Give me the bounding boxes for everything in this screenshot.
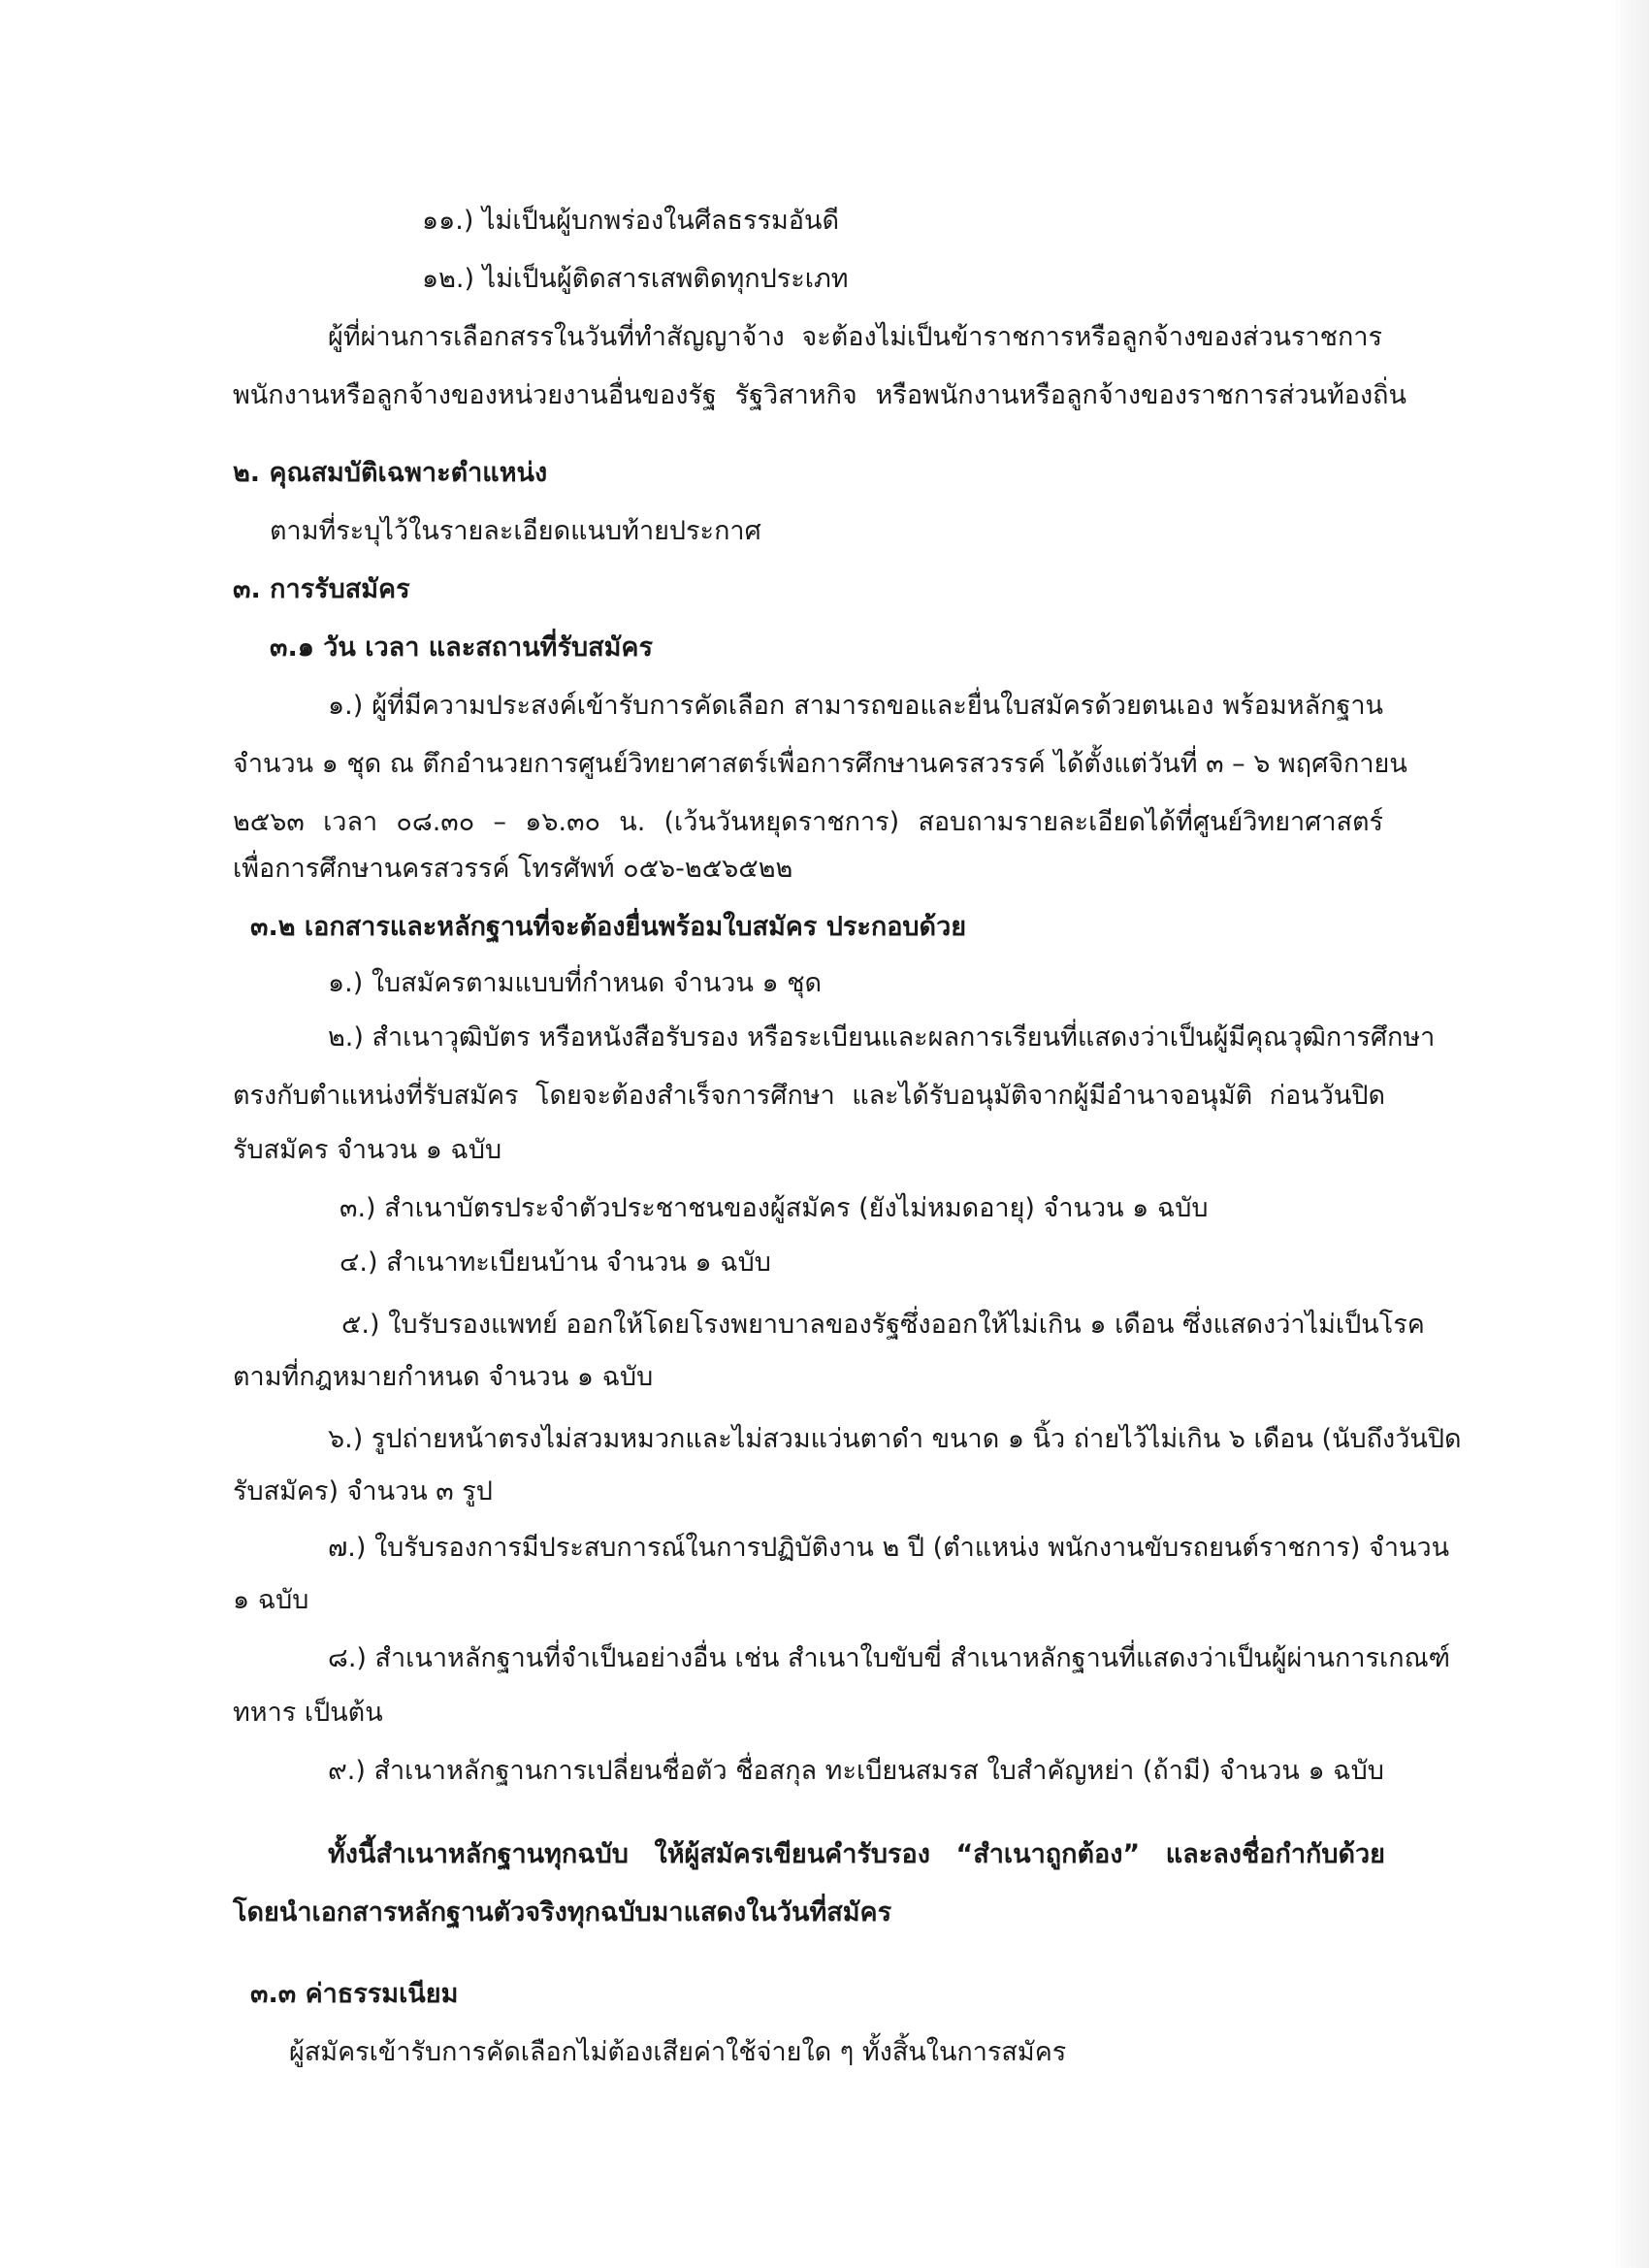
paragraph-line: ๒๕๖๓ เวลา ๐๘.๓๐ – ๑๖.๓๐ น. (เว้นวันหยุดราชการ) สอบถามรายละเอียดได้ที่ศูนย์วิทยาศาสตร์	[233, 807, 1383, 837]
scan-edge-shadow	[1610, 0, 1649, 2268]
notice-bold-line: ทั้งนี้สำเนาหลักฐานทุกฉบับ ให้ผู้สมัครเขียนคำรับรอง “สำเนาถูกต้อง” และลงชื่อกำกับด้วย	[328, 1839, 1385, 1869]
paragraph-line: ทหาร เป็นต้น	[233, 1698, 383, 1728]
paragraph-line: พนักงานหรือลูกจ้างของหน่วยงานอื่นของรัฐ รัฐวิสาหกิจ หรือพนักงานหรือลูกจ้างของราชการส่วนท้องถิ่น	[233, 380, 1406, 410]
paragraph-line: รับสมัคร จำนวน ๑ ฉบับ	[233, 1135, 502, 1165]
section-heading-2: ๒. คุณสมบัติเฉพาะตำแหน่ง	[233, 458, 548, 488]
doc-item-5: ๕.) ใบรับรองแพทย์ ออกให้โดยโรงพยาบาลของรัฐซึ่งออกให้ไม่เกิน ๑ เดือน ซึ่งแสดงว่าไม่เป็นโรค	[341, 1310, 1425, 1340]
subsection-heading-3-2: ๓.๒ เอกสารและหลักฐานที่จะต้องยื่นพร้อมใบสมัคร ประกอบด้วย	[250, 912, 967, 942]
paragraph-line: จำนวน ๑ ชุด ณ ตึกอำนวยการศูนย์วิทยาศาสตร์เพื่อการศึกษานครสวรรค์ ได้ตั้งแต่วันที่ ๓ – ๖ พฤศจิกายน	[233, 749, 1407, 779]
doc-item-1: ๑.) ใบสมัครตามแบบที่กำหนด จำนวน ๑ ชุด	[328, 968, 823, 998]
paragraph-line: ตามที่ระบุไว้ในรายละเอียดแนบท้ายประกาศ	[270, 516, 761, 546]
doc-item-4: ๔.) สำเนาทะเบียนบ้าน จำนวน ๑ ฉบับ	[340, 1247, 771, 1278]
paragraph-line: รับสมัคร) จำนวน ๓ รูป	[233, 1476, 493, 1507]
paragraph-line: เพื่อการศึกษานครสวรรค์ โทรศัพท์ ๐๕๖-๒๕๖๕๒๒	[233, 854, 793, 884]
paragraph-line: ๑ ฉบับ	[233, 1585, 309, 1615]
subsection-heading-3-1: ๓.๑ วัน เวลา และสถานที่รับสมัคร	[270, 632, 653, 663]
subsection-heading-3-3: ๓.๓ ค่าธรรมเนียม	[250, 1979, 459, 2009]
paragraph-line: ตามที่กฎหมายกำหนด จำนวน ๑ ฉบับ	[233, 1362, 654, 1392]
doc-item-7: ๗.) ใบรับรองการมีประสบการณ์ในการปฏิบัติงาน ๒ ปี (ตำแหน่ง พนักงานขับรถยนต์ราชการ) จำนวน	[328, 1533, 1450, 1563]
doc-item-2: ๒.) สำเนาวุฒิบัตร หรือหนังสือรับรอง หรือระเบียนและผลการเรียนที่แสดงว่าเป็นผู้มีคุณวุฒิการศึกษา	[328, 1022, 1436, 1053]
section-heading-3: ๓. การรับสมัคร	[233, 574, 410, 604]
doc-item-8: ๘.) สำเนาหลักฐานที่จำเป็นอย่างอื่น เช่น สำเนาใบขับขี่ สำเนาหลักฐานที่แสดงว่าเป็นผู้ผ่านการเกณฑ์	[328, 1643, 1451, 1673]
doc-item-6: ๖.) รูปถ่ายหน้าตรงไม่สวมหมวกและไม่สวมแว่นตาดำ ขนาด ๑ นิ้ว ถ่ายไว้ไม่เกิน ๖ เดือน (นับถึงวันปิด	[328, 1424, 1462, 1454]
paragraph-line: ผู้สมัครเข้ารับการคัดเลือกไม่ต้องเสียค่าใช้จ่ายใด ๆ ทั้งสิ้นในการสมัคร	[289, 2037, 1067, 2067]
item-12: ๑๒.) ไม่เป็นผู้ติดสารเสพติดทุกประเภท	[422, 264, 849, 294]
doc-item-3: ๓.) สำเนาบัตรประจำตัวประชาชนของผู้สมัคร (ยังไม่หมดอายุ) จำนวน ๑ ฉบับ	[340, 1193, 1209, 1223]
item-1: ๑.) ผู้ที่มีความประสงค์เข้ารับการคัดเลือก สามารถขอและยื่นใบสมัครด้วยตนเอง พร้อมหลักฐาน	[328, 691, 1383, 721]
doc-item-9: ๙.) สำเนาหลักฐานการเปลี่ยนชื่อตัว ชื่อสกุล ทะเบียนสมรส ใบสำคัญหย่า (ถ้ามี) จำนวน ๑ ฉบับ	[328, 1756, 1384, 1786]
notice-bold-line: โดยนำเอกสารหลักฐานตัวจริงทุกฉบับมาแสดงในวันที่สมัคร	[233, 1897, 892, 1928]
paragraph-line: ตรงกับตำแหน่งที่รับสมัคร โดยจะต้องสำเร็จการศึกษา และได้รับอนุมัติจากผู้มีอำนาจอนุมัติ ก่อนวันปิด	[233, 1081, 1385, 1111]
paragraph-line: ผู้ที่ผ่านการเลือกสรรในวันที่ทำสัญญาจ้าง จะต้องไม่เป็นข้าราชการหรือลูกจ้างของส่วนราชการ	[328, 322, 1382, 352]
item-11: ๑๑.) ไม่เป็นผู้บกพร่องในศีลธรรมอันดี	[422, 206, 839, 236]
